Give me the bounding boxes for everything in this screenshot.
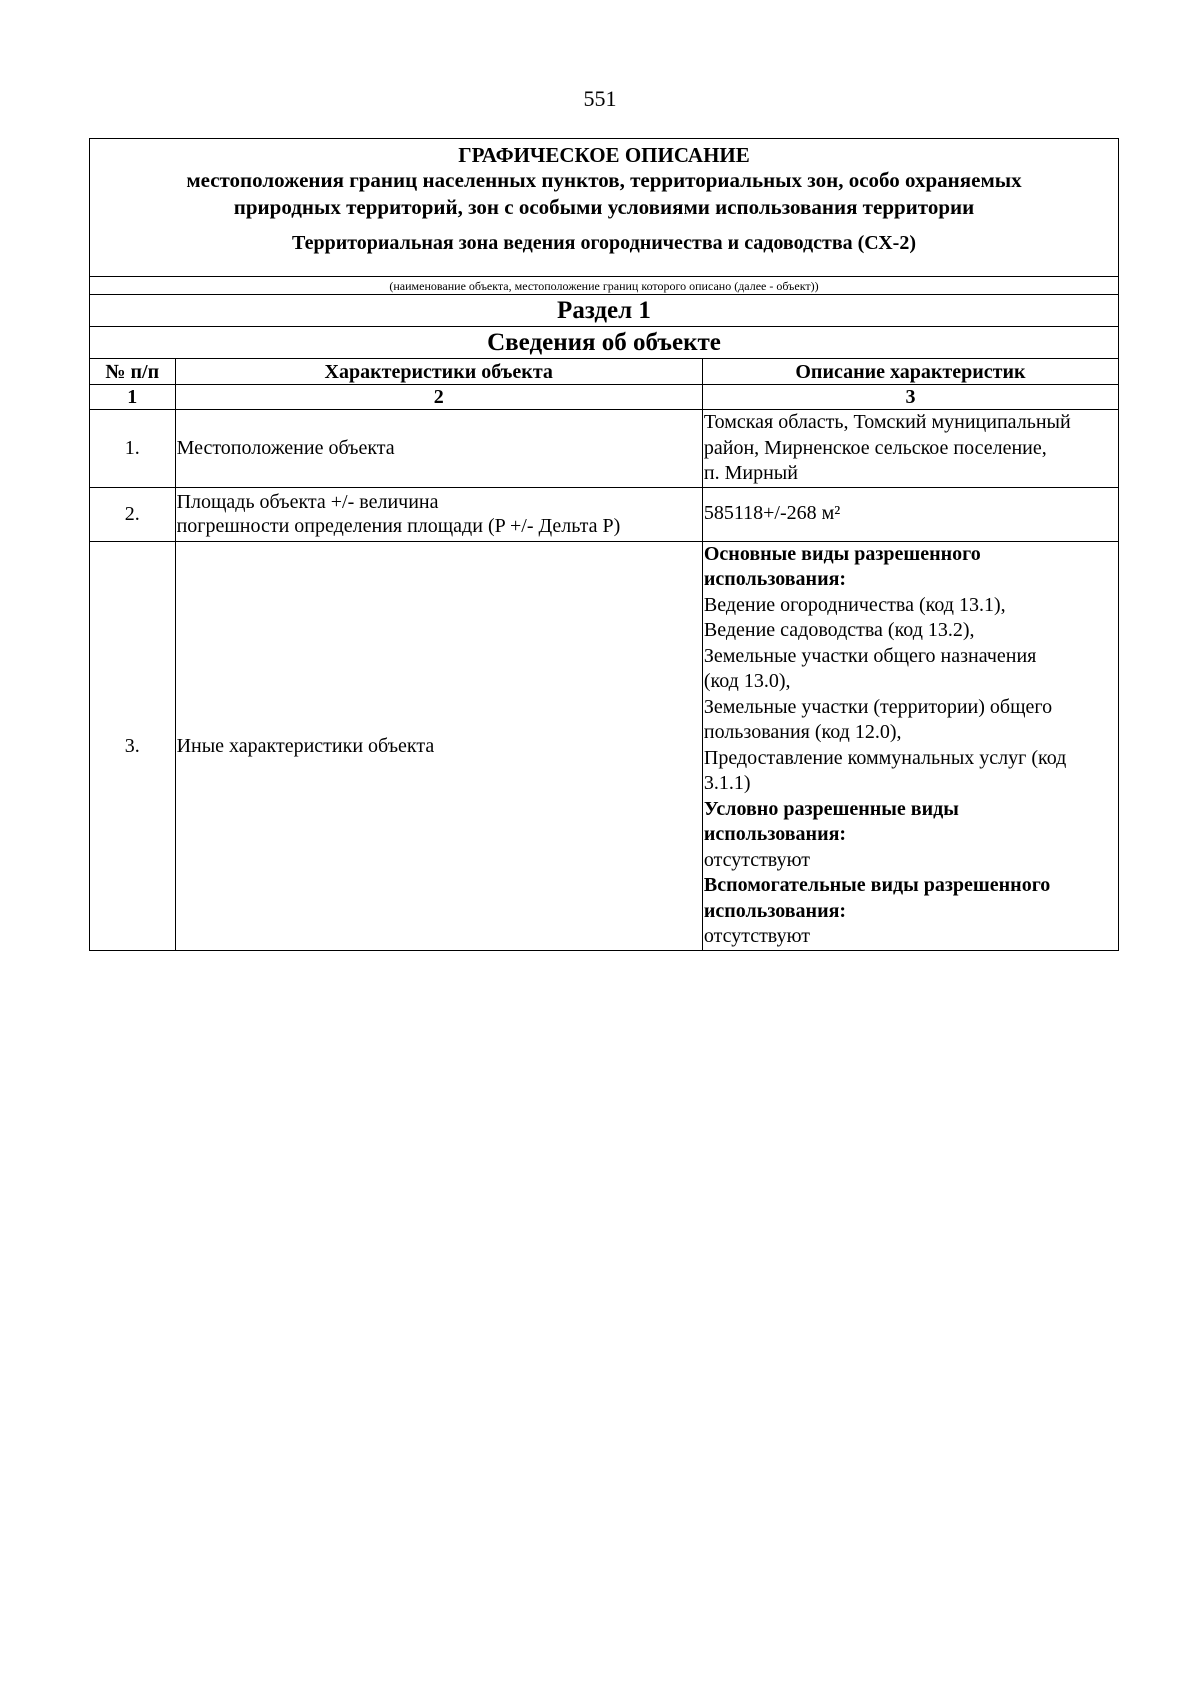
document-subtitle-line-2: природных территорий, зон с особыми условиями использования территории — [233, 195, 975, 219]
document-subtitle-line-1: местоположения границ населенных пунктов, территориальных зон, особо охраняемых — [186, 168, 1022, 192]
table-row — [90, 410, 1119, 488]
characteristic-area — [175, 487, 702, 541]
characteristic-other: Иные характеристики объекта — [175, 541, 702, 950]
characteristic-line: погрешности определения площади (P +/- Дельта P) — [176, 515, 621, 537]
permitted-use-heading: Основные виды разрешенного — [703, 542, 981, 565]
description-other — [702, 541, 1118, 950]
document-title: ГРАФИЧЕСКОЕ ОПИСАНИЕ — [458, 143, 750, 167]
row-number: 3. — [90, 541, 176, 950]
characteristic-location: Местоположение объекта — [175, 410, 702, 488]
table-row — [90, 487, 1119, 541]
auxiliary-use-heading: использования: — [703, 899, 847, 922]
column-number-1: 1 — [90, 385, 176, 410]
graphic-description-table — [89, 138, 1119, 951]
description-line: район, Мирненское сельское поселение, — [703, 436, 1047, 459]
section-heading: Сведения об объекте — [90, 327, 1119, 359]
description-line: 3.1.1) — [703, 772, 751, 794]
column-number-3: 3 — [702, 385, 1118, 410]
column-number-2: 2 — [175, 385, 702, 410]
header-number: № п/п — [90, 359, 176, 385]
row-number: 2. — [90, 487, 176, 541]
page-number: 551 — [583, 86, 617, 111]
title-block — [90, 139, 1119, 277]
description-line: (код 13.0), — [703, 670, 791, 692]
header-description: Описание характеристик — [702, 359, 1118, 385]
permitted-use-heading: использования: — [703, 568, 847, 590]
row-number: 1. — [90, 410, 176, 488]
description-line: пользования (код 12.0), — [703, 721, 902, 743]
description-line: Ведение огородничества (код 13.1), — [703, 593, 1006, 616]
section-label: Раздел 1 — [90, 295, 1119, 327]
description-location — [702, 410, 1118, 488]
description-line: отсутствуют — [703, 848, 810, 871]
conditional-use-heading: использования: — [703, 823, 847, 845]
description-line: Предоставление коммунальных услуг (код — [703, 746, 1067, 769]
description-line: Томская область, Томский муниципальный — [703, 411, 1071, 433]
description-line: Ведение садоводства (код 13.2), — [703, 619, 975, 641]
description-line: отсутствуют — [703, 925, 810, 947]
description-line: п. Мирный — [703, 462, 798, 484]
description-area: 585118+/-268 м² — [702, 487, 1118, 541]
zone-name: Территориальная зона ведения огородничества и садоводства (СХ-2) — [292, 232, 916, 254]
object-name-caption: (наименование объекта, местоположение границ которого описано (далее - объект)) — [90, 277, 1119, 295]
characteristic-line: Площадь объекта +/- величина — [176, 491, 439, 513]
description-line: Земельные участки (территории) общего — [703, 695, 1053, 718]
auxiliary-use-heading: Вспомогательные виды разрешенного — [703, 874, 1051, 896]
description-line: Земельные участки общего назначения — [703, 644, 1037, 667]
table-row — [90, 541, 1119, 950]
header-characteristics: Характеристики объекта — [175, 359, 702, 385]
conditional-use-heading: Условно разрешенные виды — [703, 797, 959, 820]
